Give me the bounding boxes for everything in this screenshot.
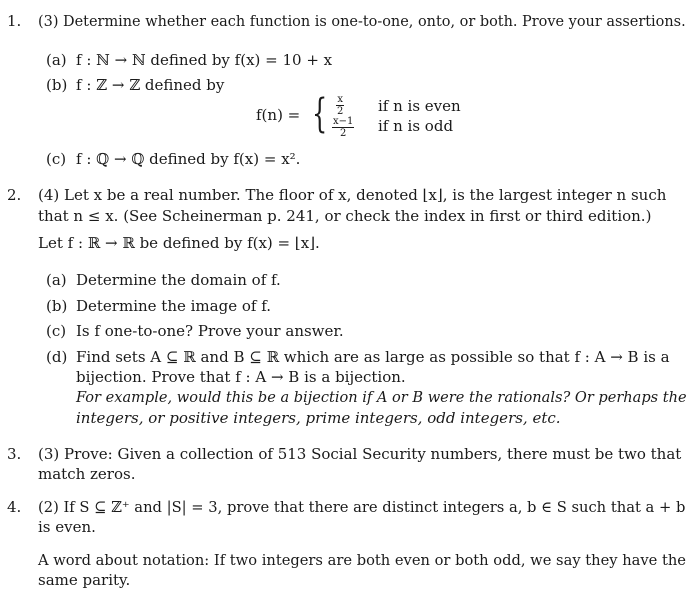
q1-b-brace: { bbox=[312, 91, 328, 137]
q2-line3: Let f : ℝ → ℝ be defined by f(x) = ⌊x⌋. bbox=[38, 234, 320, 252]
q2-a-text: Determine the domain of f. bbox=[76, 271, 281, 289]
q2-b-label: (b) bbox=[46, 297, 68, 315]
q4-line1: (2) If S ⊆ ℤ⁺ and |S| = 3, prove that there are distinct integers a, b ∈ S such that a + b bbox=[38, 498, 686, 516]
q1-b-label: (b) bbox=[46, 76, 68, 94]
q1-b-case2-den: 2 bbox=[340, 128, 347, 139]
q3-number: 3. bbox=[7, 445, 22, 463]
q1-b-case1-num: x bbox=[337, 94, 343, 105]
q1-a-label: (a) bbox=[46, 51, 67, 69]
q2-c-label: (c) bbox=[46, 322, 67, 340]
q2-d-line4: integers, or positive integers, prime integers, odd integers, etc. bbox=[76, 409, 561, 427]
q2-d-line1: Find sets A ⊆ ℝ and B ⊆ ℝ which are as large as possible so that f : A → B is a bbox=[76, 348, 670, 366]
q2-c-text: Is f one-to-one? Prove your answer. bbox=[76, 322, 344, 340]
q1-b-text: f : ℤ → ℤ defined by bbox=[76, 76, 225, 94]
q2-d-label: (d) bbox=[46, 348, 68, 366]
q3-line1: (3) Prove: Given a collection of 513 Social Security numbers, there must be two that bbox=[38, 445, 682, 463]
q1-b-case1-fraction bbox=[336, 94, 344, 117]
q2-d-line2: bijection. Prove that f : A → B is a bijection. bbox=[76, 368, 406, 386]
q1-b-case1-den: 2 bbox=[337, 106, 344, 117]
q4-line2: is even. bbox=[38, 518, 96, 536]
q2-line1: (4) Let x be a real number. The floor of x, denoted ⌊x⌋, is the largest integer n such bbox=[38, 186, 667, 204]
q1-number: 1. bbox=[7, 12, 22, 30]
q1-b-lhs: f(n) = bbox=[256, 106, 301, 124]
q2-line2: that n ≤ x. (See Scheinerman p. 241, or check the index in first or third edition.) bbox=[38, 207, 652, 225]
q1-c-text: f : ℚ → ℚ defined by f(x) = x². bbox=[76, 150, 301, 168]
q1-b-case2-fraction bbox=[332, 116, 354, 139]
q3-line2: match zeros. bbox=[38, 465, 136, 483]
q1-header: (3) Determine whether each function is one-to-one, onto, or both. Prove your assertions. bbox=[38, 12, 686, 30]
q1-b-case1-cond: if n is even bbox=[378, 97, 461, 115]
q2-number: 2. bbox=[7, 186, 22, 204]
q2-a-label: (a) bbox=[46, 271, 67, 289]
q4-number: 4. bbox=[7, 498, 22, 516]
q1-c-label: (c) bbox=[46, 150, 67, 168]
q1-b-case2-num: x−1 bbox=[333, 116, 354, 127]
notation-note-line2: same parity. bbox=[38, 571, 131, 589]
notation-note-line1: A word about notation: If two integers are both even or both odd, we say they have the bbox=[38, 551, 686, 569]
q1-b-case2-cond: if n is odd bbox=[378, 117, 454, 135]
q2-b-text: Determine the image of f. bbox=[76, 297, 271, 315]
q1-a-text: f : ℕ → ℕ defined by f(x) = 10 + x bbox=[76, 51, 333, 69]
q2-d-line3: For example, would this be a bijection if A or B were the rationals? Or perhaps the bbox=[76, 388, 687, 406]
